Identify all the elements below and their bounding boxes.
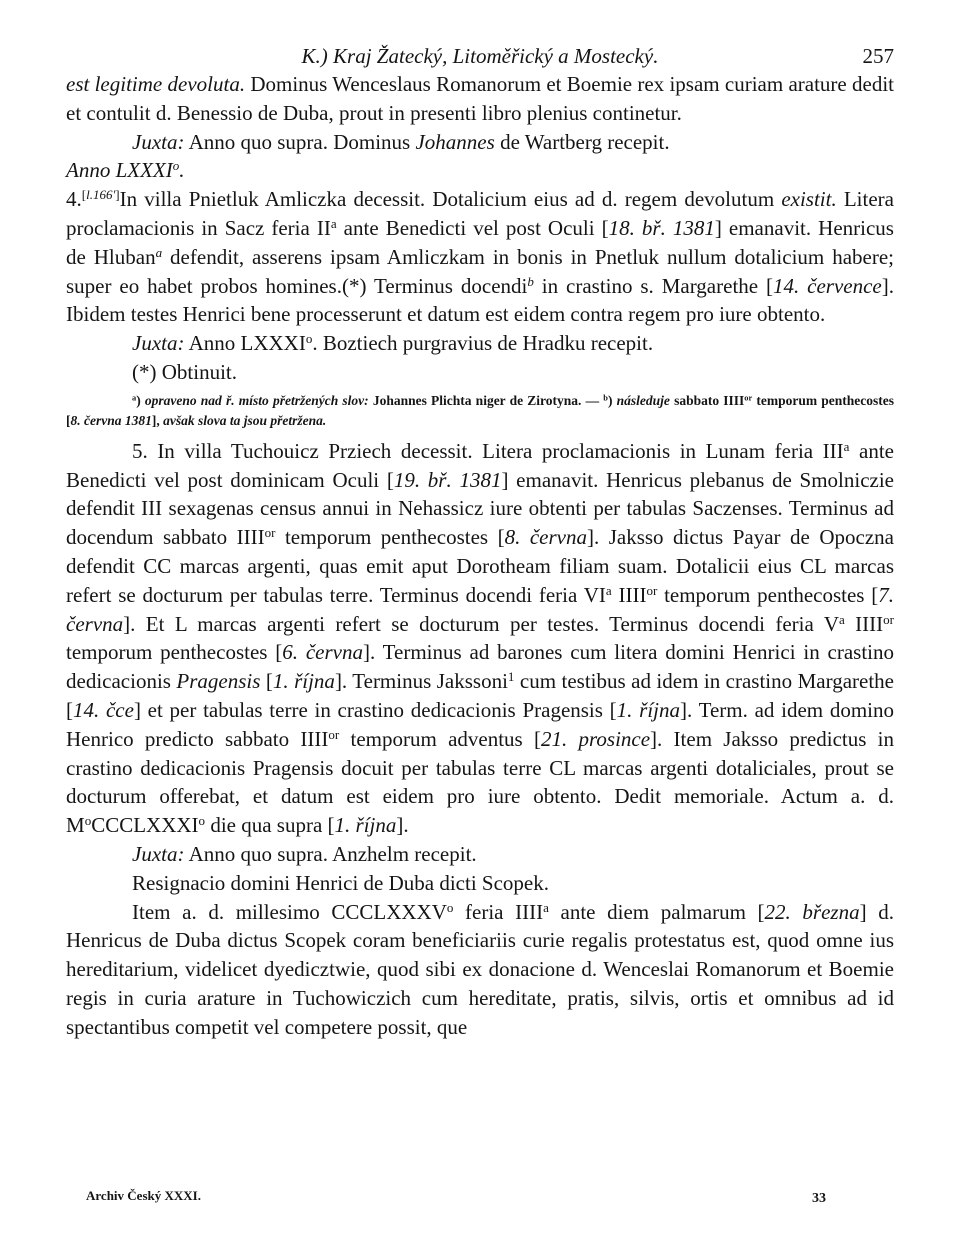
paragraph: (*) Obtinuit. xyxy=(132,359,237,384)
page-header xyxy=(66,40,894,70)
paragraph: Juxta: Anno quo supra. Anzhelm recepit. xyxy=(132,841,477,866)
source-label: Archiv Český XXXI. xyxy=(86,1188,201,1203)
section-heading: Anno LXXXI$^o$. xyxy=(66,158,185,183)
entry-5: 5. In villa Tuchouicz Prziech decessit. Litera proclamacionis in Lunam feria III$^a$ ante Benedicti vel post dominicam Oculi [19. bř. 1381] emanavit. Henricus plebanus de Smolniczie defendit III sexagenas census annui in Nehassicz iure obtenti per tabulas Saczenses. Terminus ad docendum sabbato $IIII^{or}$ temporum penthecostes [8. června]. Jaksso dictus Payar de Opoczna defendit CC marcas argenti, quas emit aput Dorotheam filiam suam. Dotalicii eius CL marcas refert se docturum per tabulas terre. Terminus docendi feria $VI^a$ $IIII^{or}$ temporum penthecostes [7. června]. Et L marcas argenti refert se docturum per testes. Terminus docendi feria $V^a$ $IIII^{or}$ temporum penthecostes [6. června]. Terminus ad barones cum litera domini Henrici in crastino dedicacionis Pragensis [1. října]. Terminus Jakssoni$^1$ cum testibus ad idem in crastino Margarethe [14. čce] et per tabulas terre in crastino dedicacionis Pragensis [1. října]. Term. ad idem domino Henrico predicto sabbato $IIII^{or}$ temporum adventus [21. prosince]. Item Jaksso predictus in crastino dedicacionis Pragensis docuit per tabulas terre CL marcas argenti dotaliciales, prout se docturum offerebat, et datum est eidem pro iure obtento. Dedit memoriale. Actum a. d. $M^oCCCLXXXI^o$ die qua supra [1. října]. xyxy=(66,438,895,838)
signature-mark: 33 xyxy=(812,1191,826,1206)
document-page xyxy=(66,40,894,1042)
running-head: K.) Kraj Žatecký, Litoměřický a Mostecký. xyxy=(301,44,659,68)
paragraph: est legitime devoluta. Dominus Wenceslaus Romanorum et Boemie rex ipsam curiam arature dedit et contulit d. Benessio de Duba, prout in presenti libro plenius continetur. xyxy=(66,72,894,125)
page-number: 257 xyxy=(862,44,894,68)
paragraph: Juxta: Anno quo supra. Dominus Johannes de Wartberg recepit. xyxy=(132,129,670,154)
paragraph: Juxta: Anno LXXXI$^o$. Boztiech purgravius de Hradku recepit. xyxy=(132,331,654,356)
paragraph: Item a. d. millesimo CCCLXXXV$^o$ feria IIII$^a$ ante diem palmarum [22. března] d. Henricus de Duba dictus Scopek coram beneficiariis curie regalis protestatus est, quod omne ius hereditarium, videlicet dyedicztwie, quod sibi ex donacione d. Wenceslai Romanorum et Boemie regis in curia arature in Tuchowiczich cum hereditate, pratis, silvis, ortis et omnibus ad id spectantibus competit vel competere possit, que xyxy=(66,899,894,1039)
footnotes: $^a$) opraveno nad ř. místo přetržených slov: Johannes Plichta niger de Zirotyna. — $^b$) následuje sabbato $IIII^{or}$ temporum penthecostes [8. června 1381], avšak slova ta jsou přetržena. xyxy=(66,392,895,428)
page-footer xyxy=(86,1188,826,1204)
paragraph: Resignacio domini Henrici de Duba dicti Scopek. xyxy=(132,870,549,895)
entry-4: 4.[l.166']In villa Pnietluk Amliczka decessit. Dotalicium eius ad d. regem devolutum existit. Litera proclamacionis in Sacz feria $II^a$ ante Benedicti vel post Oculi [18. bř. 1381] emanavit. Henricus de Hluban$^a$ defendit, asserens ipsam Amliczkam in bonis in Pnetluk nullum dotalicium habere; super eo habet probos homines.(*) Terminus docendi$^b$ in crastino s. Margarethe [14. července]. Ibidem testes Henrici bene processerunt et datum est eidem contra regem pro iure obtento. xyxy=(66,187,894,327)
